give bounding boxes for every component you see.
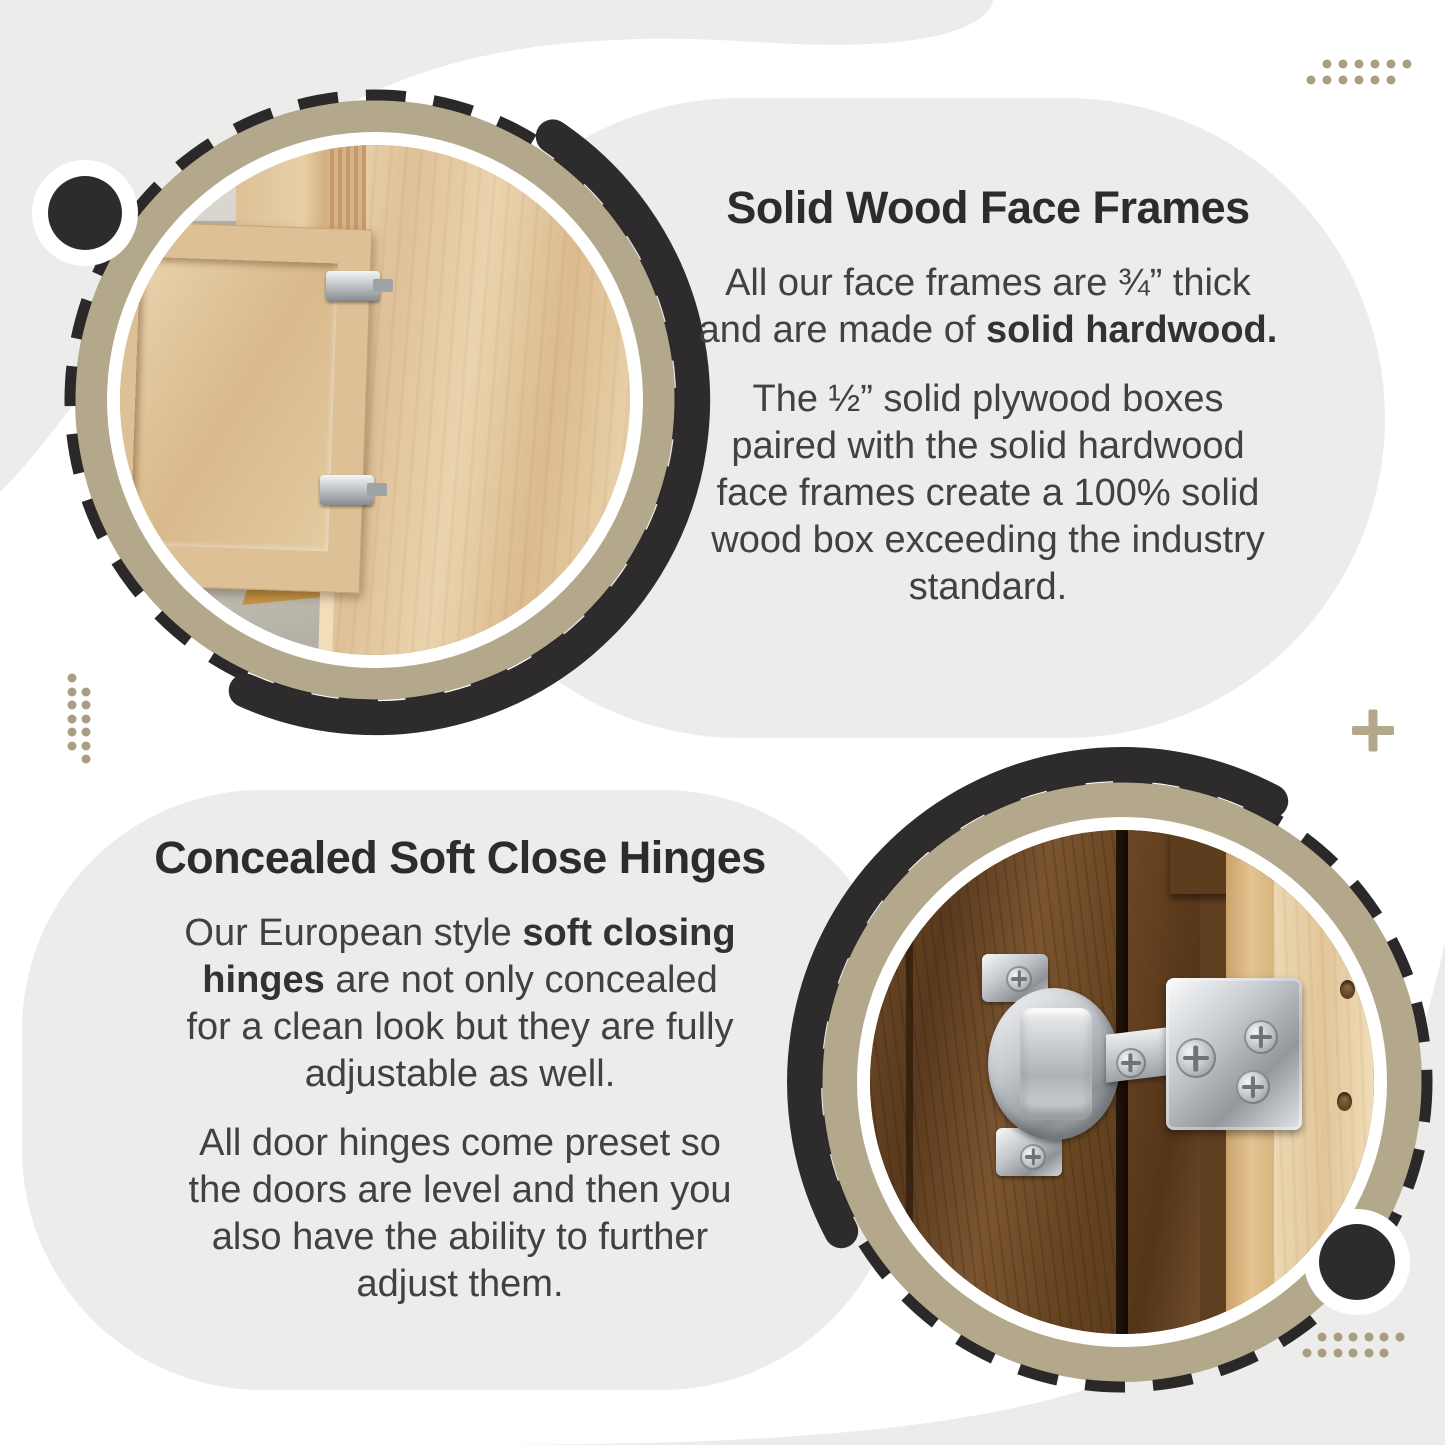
hinge-clamp: [1020, 1008, 1092, 1120]
door-center-panel: [130, 257, 338, 552]
screw: [1006, 966, 1032, 992]
section-title: Concealed Soft Close Hinges: [154, 832, 766, 883]
section-paragraph: All door hinges come preset so the doors are level and then you also have the ability to further adjust them.: [188, 1122, 732, 1305]
section-face-frames: [598, 182, 1378, 633]
screw: [1020, 1144, 1046, 1170]
screw: [1116, 1048, 1146, 1078]
screw: [1236, 1070, 1270, 1104]
shelf-pin-hole: [1340, 980, 1355, 999]
section-title: Solid Wood Face Frames: [726, 182, 1250, 233]
black-dot: [48, 176, 122, 250]
section-paragraph: The ½” solid plywood boxes paired with the solid hardwood face frames create a 100% solid wood box exceeding the industry standard.: [711, 378, 1265, 608]
section-paragraph: Our European style soft closing hinges are not only concealed for a clean look but they are fully adjustable as well.: [184, 912, 736, 1095]
screw: [1176, 1038, 1216, 1078]
plus-icon: [1352, 710, 1394, 752]
hinge-top: [326, 271, 380, 301]
section-paragraph: All our face frames are ¾” thick and are made of solid hardwood.: [698, 262, 1278, 351]
door-panel-edge: [906, 830, 913, 1334]
rail-end-grain: [326, 145, 366, 231]
section-hinges: [100, 832, 820, 1330]
dots-grid-left: [68, 674, 91, 764]
screw: [1244, 1020, 1278, 1054]
shelf-pin-hole: [1337, 1092, 1352, 1111]
hinge-bottom: [320, 475, 374, 505]
concealed-hinge-photo: [870, 830, 1374, 1334]
dots-grid-top-right: [1307, 60, 1412, 85]
face-frames-photo: [120, 145, 630, 655]
